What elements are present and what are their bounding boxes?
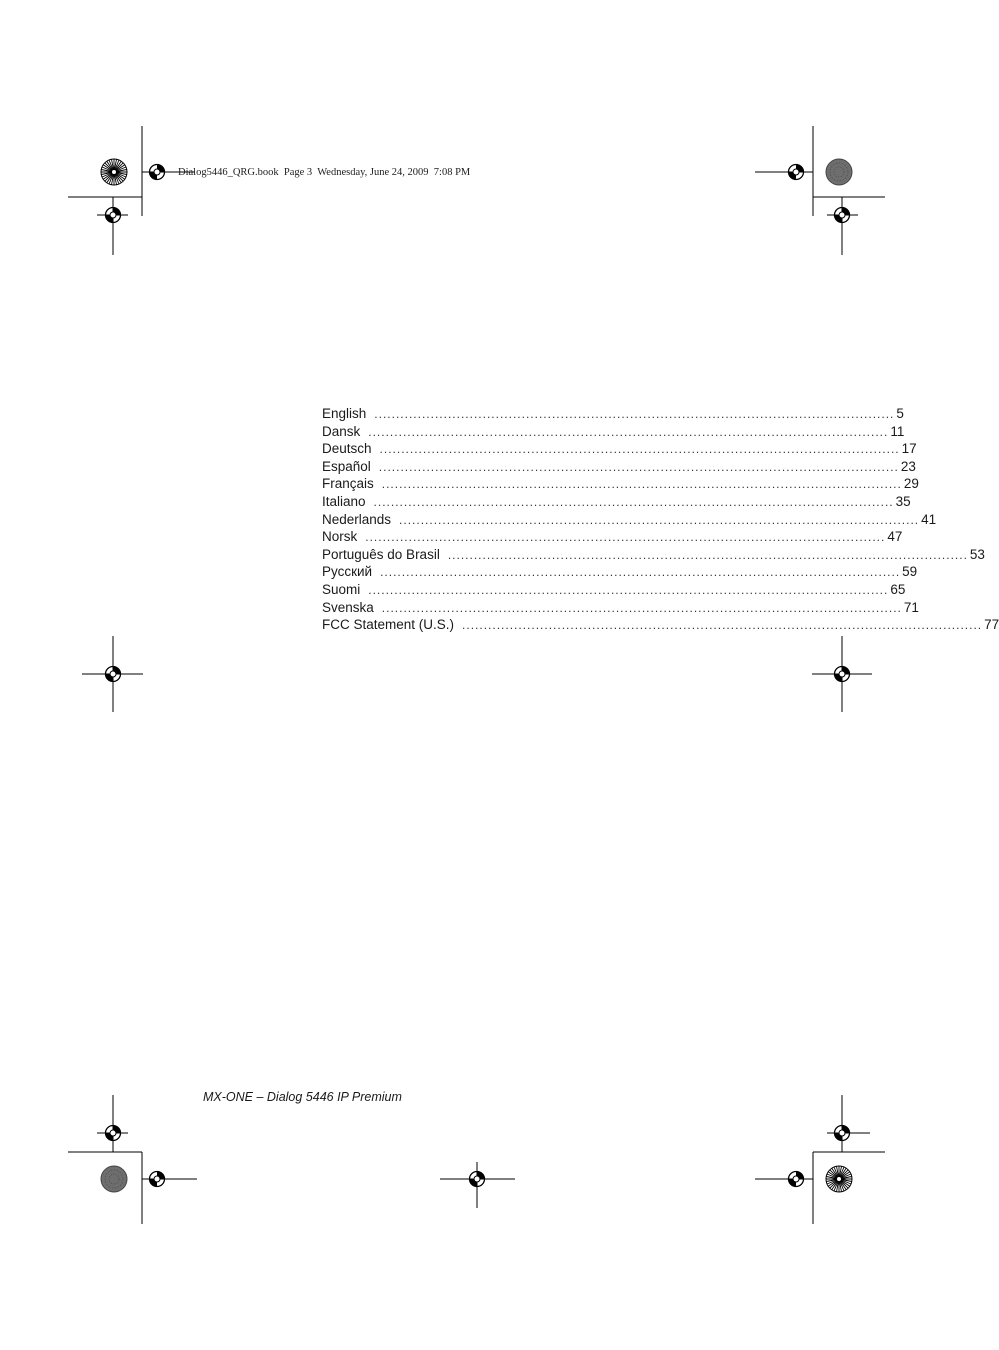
toc-label: Norsk	[322, 529, 358, 545]
toc-entry[interactable]	[322, 423, 905, 441]
toc-label: Nederlands	[322, 511, 392, 527]
toc-label: Português do Brasil	[322, 546, 440, 562]
registration-crosshair-icon	[789, 1172, 804, 1187]
starburst-target-icon	[826, 1166, 852, 1192]
toc-page-number: 77	[984, 617, 999, 633]
toc-page-number: 5	[896, 406, 904, 421]
toc-leader-dots: ........................................................................................................................	[462, 618, 983, 633]
toc-leader-dots: ........................................................................................................................	[378, 459, 899, 474]
toc-leader-dots: ........................................................................................................................	[365, 530, 886, 545]
toc-leader-dots: ........................................................................................................................	[381, 600, 902, 615]
toc-leader-dots: ........................................................................................................................	[374, 407, 895, 421]
toc-label: English	[322, 406, 367, 421]
toc-page-number: 35	[895, 493, 911, 509]
toc-entry[interactable]	[322, 511, 937, 529]
toc-label: Español	[322, 458, 371, 474]
toc-entry[interactable]	[322, 528, 903, 546]
toc-label: FCC Statement (U.S.)	[322, 617, 455, 633]
toc-page-number: 41	[921, 511, 937, 527]
toc-page-number: 17	[901, 441, 917, 457]
registration-crosshair-icon	[835, 1126, 850, 1141]
starburst-target-icon	[101, 159, 127, 185]
toc-leader-dots: ........................................................................................................................	[380, 565, 901, 580]
toc-entry[interactable]	[322, 493, 911, 511]
toc-entry[interactable]	[322, 405, 904, 423]
table-of-contents	[322, 405, 999, 634]
toc-entry[interactable]	[322, 475, 919, 493]
toc-label: Svenska	[322, 599, 374, 615]
toc-label: Italiano	[322, 493, 366, 509]
toc-label: Suomi	[322, 581, 361, 597]
toc-label: Dansk	[322, 423, 361, 439]
print-header: Dialog5446_QRG.book Page 3 Wednesday, June 24, 2009 7:08 PM	[178, 167, 471, 178]
toc-leader-dots: ........................................................................................................................	[373, 494, 894, 509]
registration-crosshair-icon	[150, 165, 165, 180]
toc-page-number: 53	[969, 546, 985, 562]
toc-entry[interactable]	[322, 440, 917, 458]
registration-crosshair-icon	[106, 208, 121, 223]
gray-target-icon	[101, 1166, 127, 1192]
toc-leader-dots: ........................................................................................................................	[368, 582, 889, 597]
toc-page-number: 47	[887, 529, 903, 545]
toc-page-number: 23	[900, 458, 916, 474]
toc-label: Русский	[322, 564, 373, 580]
toc-leader-dots: ........................................................................................................................	[379, 442, 900, 457]
toc-page-number: 29	[903, 476, 919, 492]
registration-crosshair-icon	[106, 667, 121, 682]
registration-crosshair-icon	[106, 1126, 121, 1141]
toc-page-number: 59	[902, 564, 918, 580]
toc-entry[interactable]	[322, 458, 916, 476]
toc-leader-dots: ........................................................................................................................	[447, 547, 968, 562]
gray-target-icon	[826, 159, 852, 185]
toc-page-number: 11	[890, 423, 905, 439]
footer-document-title: MX-ONE – Dialog 5446 IP Premium	[203, 1090, 402, 1104]
toc-leader-dots: ........................................................................................................................	[399, 512, 920, 527]
toc-label: Deutsch	[322, 441, 372, 457]
toc-entry[interactable]	[322, 599, 919, 617]
registration-crosshair-icon	[470, 1172, 485, 1187]
toc-entry[interactable]	[322, 581, 906, 599]
toc-label: Français	[322, 476, 374, 492]
toc-leader-dots: ........................................................................................................................	[368, 424, 889, 439]
toc-entry[interactable]	[322, 563, 918, 581]
toc-page-number: 65	[890, 581, 906, 597]
registration-crosshair-icon	[835, 667, 850, 682]
toc-leader-dots: ........................................................................................................................	[381, 477, 902, 492]
toc-page-number: 71	[903, 599, 919, 615]
toc-entry[interactable]	[322, 616, 999, 634]
toc-entry[interactable]	[322, 546, 985, 564]
registration-crosshair-icon	[789, 165, 804, 180]
registration-crosshair-icon	[835, 208, 850, 223]
registration-crosshair-icon	[150, 1172, 165, 1187]
